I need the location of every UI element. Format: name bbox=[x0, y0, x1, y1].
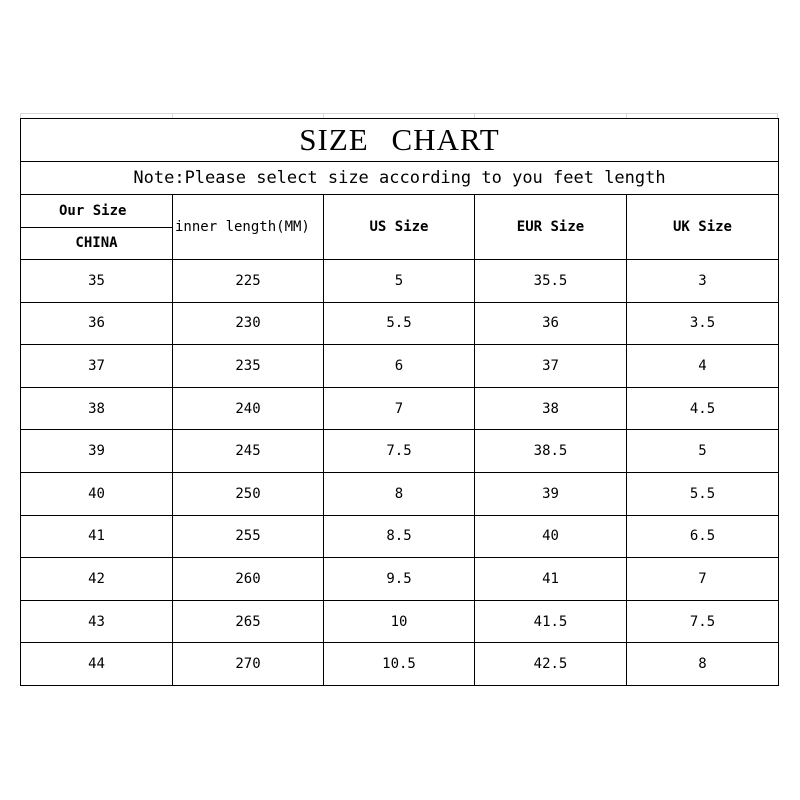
table-row bbox=[21, 558, 779, 601]
header-china-label: CHINA bbox=[75, 235, 118, 252]
cell-us-size: 10.5 bbox=[324, 643, 475, 686]
cell-china-size: 39 bbox=[21, 430, 173, 473]
header-inner-length: inner length(MM) bbox=[173, 195, 324, 260]
cell-inner-length: 250 bbox=[173, 473, 324, 516]
cell-eur-size: 38.5 bbox=[475, 430, 627, 473]
cell-inner-length: 255 bbox=[173, 516, 324, 559]
table-row bbox=[21, 601, 779, 644]
header-our-size-label: Our Size bbox=[21, 195, 172, 228]
cell-uk-size: 7 bbox=[627, 558, 779, 601]
header-our-size bbox=[21, 195, 173, 260]
cell-inner-length: 225 bbox=[173, 260, 324, 303]
table-row bbox=[21, 260, 779, 303]
cell-eur-size: 38 bbox=[475, 388, 627, 431]
cell-uk-size: 5.5 bbox=[627, 473, 779, 516]
cell-china-size: 40 bbox=[21, 473, 173, 516]
cell-uk-size: 8 bbox=[627, 643, 779, 686]
header-us-size: US Size bbox=[324, 195, 475, 260]
cell-uk-size: 3 bbox=[627, 260, 779, 303]
cell-inner-length: 260 bbox=[173, 558, 324, 601]
cell-us-size: 8.5 bbox=[324, 516, 475, 559]
chart-note: Note:Please select size according to you feet length bbox=[21, 162, 779, 195]
cell-china-size: 43 bbox=[21, 601, 173, 644]
cell-eur-size: 40 bbox=[475, 516, 627, 559]
cell-us-size: 5.5 bbox=[324, 303, 475, 346]
cell-china-size: 35 bbox=[21, 260, 173, 303]
cell-china-size: 42 bbox=[21, 558, 173, 601]
cell-china-size: 36 bbox=[21, 303, 173, 346]
cell-us-size: 6 bbox=[324, 345, 475, 388]
header-eur-size: EUR Size bbox=[475, 195, 627, 260]
cell-uk-size: 7.5 bbox=[627, 601, 779, 644]
cell-inner-length: 245 bbox=[173, 430, 324, 473]
table-row bbox=[21, 643, 779, 686]
cell-eur-size: 35.5 bbox=[475, 260, 627, 303]
table-row bbox=[21, 430, 779, 473]
cell-uk-size: 3.5 bbox=[627, 303, 779, 346]
table-row bbox=[21, 345, 779, 388]
cell-inner-length: 240 bbox=[173, 388, 324, 431]
gridline bbox=[20, 113, 778, 114]
cell-china-size: 38 bbox=[21, 388, 173, 431]
cell-us-size: 7 bbox=[324, 388, 475, 431]
cell-eur-size: 37 bbox=[475, 345, 627, 388]
cell-us-size: 8 bbox=[324, 473, 475, 516]
cell-eur-size: 41.5 bbox=[475, 601, 627, 644]
cell-us-size: 5 bbox=[324, 260, 475, 303]
table-row bbox=[21, 388, 779, 431]
table-row bbox=[21, 303, 779, 346]
header-row bbox=[21, 195, 779, 260]
chart-title: SIZE CHART bbox=[21, 119, 779, 162]
table-row bbox=[21, 473, 779, 516]
cell-inner-length: 235 bbox=[173, 345, 324, 388]
cell-uk-size: 6.5 bbox=[627, 516, 779, 559]
cell-uk-size: 4 bbox=[627, 345, 779, 388]
size-chart-table bbox=[20, 118, 779, 686]
cell-china-size: 41 bbox=[21, 516, 173, 559]
table-row bbox=[21, 516, 779, 559]
cell-eur-size: 39 bbox=[475, 473, 627, 516]
cell-china-size: 37 bbox=[21, 345, 173, 388]
cell-uk-size: 5 bbox=[627, 430, 779, 473]
cell-uk-size: 4.5 bbox=[627, 388, 779, 431]
cell-us-size: 7.5 bbox=[324, 430, 475, 473]
cell-inner-length: 265 bbox=[173, 601, 324, 644]
cell-eur-size: 42.5 bbox=[475, 643, 627, 686]
cell-us-size: 9.5 bbox=[324, 558, 475, 601]
header-uk-size: UK Size bbox=[627, 195, 779, 260]
cell-eur-size: 41 bbox=[475, 558, 627, 601]
cell-us-size: 10 bbox=[324, 601, 475, 644]
cell-inner-length: 230 bbox=[173, 303, 324, 346]
table-body bbox=[21, 260, 779, 686]
cell-inner-length: 270 bbox=[173, 643, 324, 686]
cell-eur-size: 36 bbox=[475, 303, 627, 346]
cell-china-size: 44 bbox=[21, 643, 173, 686]
